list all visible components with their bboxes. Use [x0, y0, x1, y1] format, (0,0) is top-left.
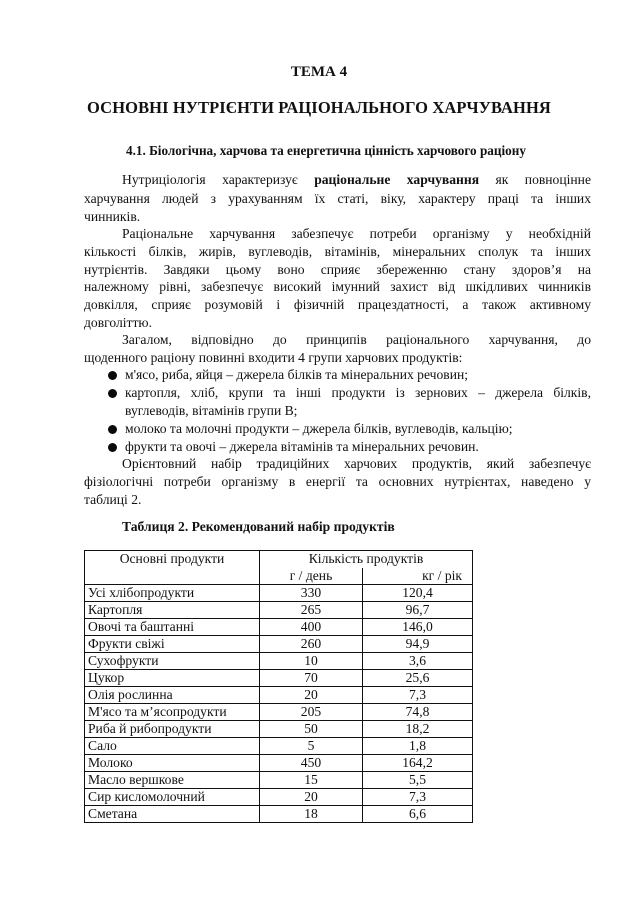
- table-caption: Таблиця 2. Рекомендований набір продуктів: [122, 519, 395, 534]
- kg-per-year-cell: 1,8: [363, 737, 473, 754]
- bullet-item-1: м'ясо, риба, яйця – джерела білків та мінеральних речовин;: [125, 367, 469, 382]
- product-name-cell: Цукор: [85, 669, 260, 686]
- kg-per-year-cell: 146,0: [363, 618, 473, 635]
- column-header-quantity: Кількість продуктів: [260, 551, 473, 568]
- grams-per-day-cell: 10: [260, 652, 363, 669]
- paragraph-2-line-3: нутрієнтів. Завдяки цьому воно сприяє збереженню стану здоров’я на: [84, 262, 591, 277]
- paragraph-2-line-2: кількості білків, жирів, вуглеводів, вітамінів, мінеральних сполук та інших: [84, 244, 591, 259]
- grams-per-day-cell: 50: [260, 720, 363, 737]
- table-row: [85, 703, 473, 720]
- kg-per-year-cell: 3,6: [363, 652, 473, 669]
- grams-per-day-cell: 205: [260, 703, 363, 720]
- bold-term: раціональне харчування: [314, 172, 480, 187]
- product-name-cell: Сало: [85, 737, 260, 754]
- bullet-item-4: фрукти та овочі – джерела вітамінів та мінеральних речовин.: [125, 439, 479, 454]
- paragraph-1-line-2: харчування людей з урахуванням їх статі, віку, характеру праці та інших: [84, 191, 591, 206]
- table-body: [85, 584, 473, 822]
- paragraph-2-line-1: Раціональне харчування забезпечує потреби організму у необхідній: [122, 226, 591, 241]
- table-row: [85, 754, 473, 771]
- page-title: ОСНОВНІ НУТРІЄНТИ РАЦІОНАЛЬНОГО ХАРЧУВАННЯ: [87, 98, 551, 117]
- paragraph-4-line-2: фізіологічні потреби організму в енергії та основних нутрієнтах, наведено у: [84, 474, 591, 489]
- table-row: [85, 720, 473, 737]
- kg-per-year-cell: 74,8: [363, 703, 473, 720]
- table-row: [85, 584, 473, 601]
- kg-per-year-cell: 120,4: [363, 584, 473, 601]
- paragraph-4-line-1: Орієнтовний набір традиційних харчових продуктів, який забезпечує: [122, 456, 591, 471]
- table-row: [85, 737, 473, 754]
- product-name-cell: Масло вершкове: [85, 771, 260, 788]
- table-row: [85, 652, 473, 669]
- kg-per-year-cell: 96,7: [363, 601, 473, 618]
- grams-per-day-cell: 450: [260, 754, 363, 771]
- table-header-row: [85, 551, 473, 568]
- product-name-cell: Молоко: [85, 754, 260, 771]
- table-row: [85, 635, 473, 652]
- kg-per-year-cell: 6,6: [363, 805, 473, 822]
- paragraph-3-line-1: Загалом, відповідно до принципів раціонального харчування, до: [122, 332, 591, 347]
- unit-per-year: кг / рік: [363, 568, 473, 585]
- table-row: [85, 669, 473, 686]
- grams-per-day-cell: 20: [260, 788, 363, 805]
- bullet-item-3: молоко та молочні продукти – джерела білків, вуглеводів, кальцію;: [125, 421, 513, 436]
- grams-per-day-cell: 18: [260, 805, 363, 822]
- bullet-item-2-line-1: картопля, хліб, крупи та інші продукти із зернових – джерела білків,: [125, 385, 591, 400]
- bullet-dot-icon: [108, 443, 117, 452]
- kg-per-year-cell: 164,2: [363, 754, 473, 771]
- bullet-item-2-line-2: вуглеводів, вітамінів групи В;: [125, 403, 298, 418]
- kg-per-year-cell: 94,9: [363, 635, 473, 652]
- table-row: [85, 805, 473, 822]
- table-row: [85, 771, 473, 788]
- table-row: [85, 618, 473, 635]
- grams-per-day-cell: 70: [260, 669, 363, 686]
- grams-per-day-cell: 265: [260, 601, 363, 618]
- product-name-cell: Картопля: [85, 601, 260, 618]
- kg-per-year-cell: 25,6: [363, 669, 473, 686]
- paragraph-3-line-2: щоденного раціону повинні входити 4 групи харчових продуктів:: [84, 350, 463, 365]
- paragraph-4-line-3: таблиці 2.: [84, 492, 142, 507]
- products-table: [84, 550, 473, 823]
- topic-number: ТЕМА 4: [290, 64, 348, 80]
- grams-per-day-cell: 330: [260, 584, 363, 601]
- product-name-cell: Риба й рибопродукти: [85, 720, 260, 737]
- table-row: [85, 686, 473, 703]
- kg-per-year-cell: 18,2: [363, 720, 473, 737]
- product-name-cell: М'ясо та м’ясопродукти: [85, 703, 260, 720]
- kg-per-year-cell: 7,3: [363, 788, 473, 805]
- product-name-cell: Овочі та баштанні: [85, 618, 260, 635]
- grams-per-day-cell: 20: [260, 686, 363, 703]
- paragraph-2-line-4: належному рівні, забезпечує високий імунний захист від шкідливих чинників: [84, 279, 591, 294]
- grams-per-day-cell: 260: [260, 635, 363, 652]
- product-name-cell: Олія рослинна: [85, 686, 260, 703]
- product-name-cell: Усі хлібопродукти: [85, 584, 260, 601]
- product-name-cell: Сир кисломолочний: [85, 788, 260, 805]
- grams-per-day-cell: 400: [260, 618, 363, 635]
- product-name-cell: Сухофрукти: [85, 652, 260, 669]
- paragraph-2-line-6: довголіттю.: [84, 315, 152, 330]
- grams-per-day-cell: 5: [260, 737, 363, 754]
- table-row: [85, 788, 473, 805]
- bullet-dot-icon: [108, 425, 117, 434]
- paragraph-1-line-1: Нутриціологія характеризує раціональне харчування як повноцінне: [122, 172, 591, 187]
- bullet-dot-icon: [108, 371, 117, 380]
- paragraph-1-line-3: чинників.: [84, 209, 141, 224]
- column-header-products: Основні продукти: [85, 551, 260, 585]
- kg-per-year-cell: 5,5: [363, 771, 473, 788]
- product-name-cell: Фрукти свіжі: [85, 635, 260, 652]
- section-heading: 4.1. Біологічна, харчова та енергетична цінність харчового раціону: [126, 143, 526, 158]
- paragraph-2-line-5: довкілля, сприяє розумовій і фізичній працездатності, а також активному: [84, 297, 591, 312]
- unit-per-day: г / день: [260, 568, 363, 585]
- table-row: [85, 601, 473, 618]
- bullet-dot-icon: [108, 389, 117, 398]
- product-name-cell: Сметана: [85, 805, 260, 822]
- kg-per-year-cell: 7,3: [363, 686, 473, 703]
- grams-per-day-cell: 15: [260, 771, 363, 788]
